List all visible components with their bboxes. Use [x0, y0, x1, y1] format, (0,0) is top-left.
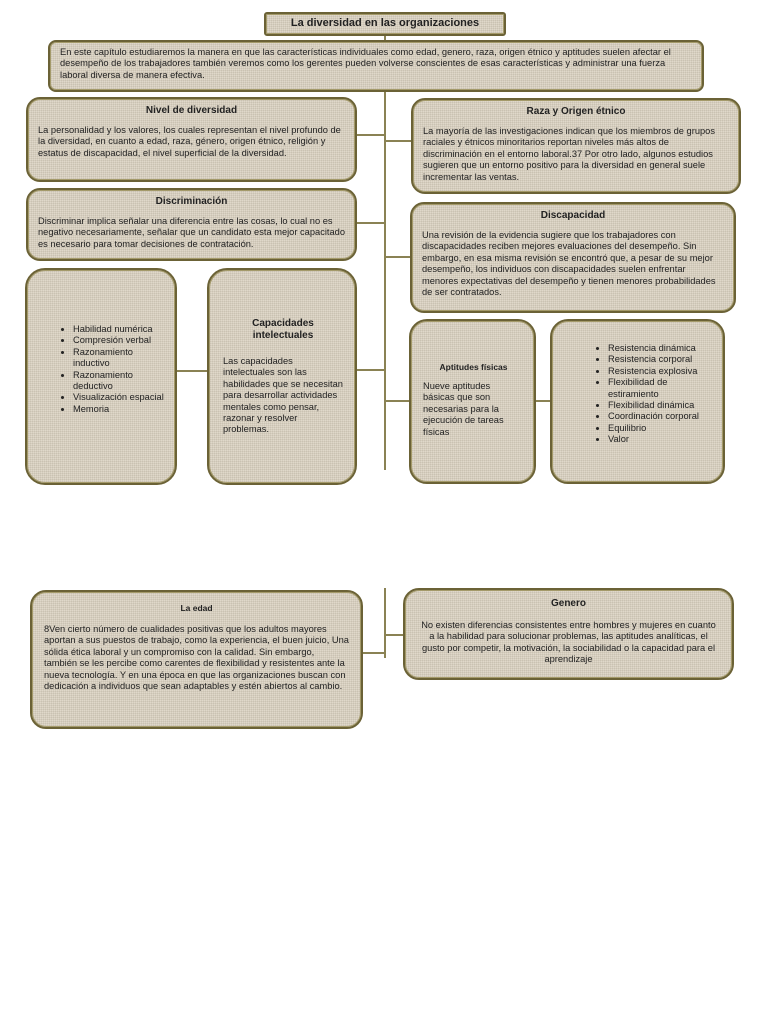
list-item: • Valor: [608, 434, 713, 445]
nivel-diversidad-box: [26, 97, 357, 182]
intro-text: En este capítulo estudiaremos la manera en que las características individuales como edad, genero, raza, origen étnico y aptitudes suelen afectar el desempeño de los trabajadores también veremos como los gerentes pueden volverse conscientes de esas características y administrar una fuerza laboral diversa de manera efectiva.: [60, 47, 671, 80]
raza-origen-box: [411, 98, 741, 194]
genero-box: [403, 588, 734, 680]
discapacidad-heading: Discapacidad: [540, 210, 606, 221]
genero-text: No existen diferencias consistentes entre hombres y mujeres en cuanto a la habilidad para solucionar problemas, las aptitudes analíticas, el gusto por competir, la motivación, la sociabilidad o la capacidad para el aprendizaje: [421, 620, 716, 665]
main-trunk-line: [384, 92, 386, 470]
raza-text: La mayoría de las investigaciones indican que los miembros de grupos raciales y étnicos minoritarios reportan niveles más altos de discriminación en el entorno laboral.37 Por otro lado, algunos estudios sugieren que un entorno positivo para la diversidad en general suele incrementar las ventas.: [423, 126, 715, 182]
aptitudes-fisicas-box: [409, 319, 536, 484]
capacidades-list: [37, 324, 165, 415]
aptitudes-list: [562, 343, 713, 446]
branch-nivel: [357, 134, 385, 136]
list-item: • Compresión verbal: [73, 335, 165, 346]
list-item: • Resistencia dinámica: [608, 343, 713, 354]
list-item: • Coordinación corporal: [608, 411, 713, 422]
branch-aptitudes-list: [536, 400, 550, 402]
aptitudes-heading: Aptitudes físicas: [439, 362, 508, 372]
nivel-text: La personalidad y los valores, los cuales representan el nivel profundo de la diversidad, en cuanto a edad, raza, género, origen étnico, religión y estatus de discapacidad, el nivel superficial de la diversidad.: [38, 125, 341, 158]
discriminacion-heading: Discriminación: [155, 196, 228, 207]
capacidades-text: Las capacidades intelectuales son las habilidades que se necesitan para desarrollar actividades mentales como pensar, razonar y resolver problemas.: [223, 356, 343, 435]
genero-heading: Genero: [550, 598, 586, 609]
capacidades-heading: Capacidades intelectuales: [252, 318, 314, 341]
aptitudes-text: Nueve aptitudes básicas que son necesarias para la ejecución de tareas físicas: [423, 381, 504, 437]
aptitudes-list-box: [550, 319, 725, 484]
capacidades-list-box: [25, 268, 177, 485]
edad-box: [30, 590, 363, 729]
list-item: • Visualización espacial: [73, 392, 165, 403]
discapacidad-text: Una revisión de la evidencia sugiere que los trabajadores con discapacidades reciben mejores evaluaciones del desempeño. Sin embargo, en esa misma revisión se encontró que, a pesar de su mejor desempeño, los individuos con discapacidades suelen enfrentar menores expectativas del desempeño y tienen menores probabilidades de ser contratados.: [422, 230, 716, 298]
branch-capacidades: [357, 369, 385, 371]
list-item: • Flexibilidad dinámica: [608, 400, 713, 411]
branch-capacidades-list: [177, 370, 207, 372]
branch-raza: [385, 140, 411, 142]
lower-trunk-line: [384, 588, 386, 658]
list-item: • Flexibilidad de estiramiento: [608, 377, 713, 400]
list-item: • Memoria: [73, 404, 165, 415]
list-item: • Razonamiento deductivo: [73, 370, 165, 393]
nivel-heading: Nivel de diversidad: [145, 105, 238, 116]
list-item: • Razonamiento inductivo: [73, 347, 165, 370]
list-item: • Resistencia explosiva: [608, 366, 713, 377]
raza-heading: Raza y Origen étnico: [526, 106, 626, 117]
branch-discriminacion: [357, 222, 385, 224]
list-item: • Equilibrio: [608, 423, 713, 434]
discapacidad-box: [410, 202, 736, 313]
discriminacion-box: [26, 188, 357, 261]
capacidades-intelectuales-box: [207, 268, 357, 485]
branch-discapacidad: [385, 256, 410, 258]
list-item: • Habilidad numérica: [73, 324, 165, 335]
branch-genero: [385, 634, 403, 636]
diagram-title: La diversidad en las organizaciones: [264, 12, 506, 36]
branch-aptitudes: [385, 400, 409, 402]
edad-heading: La edad: [180, 603, 213, 613]
discriminacion-text: Discriminar implica señalar una diferencia entre las cosas, lo cual no es negativo necesariamente, señalar que un candidato esta mejor capacitado es necesario para tomar decisiones de contratación.: [38, 216, 345, 249]
branch-edad: [363, 652, 385, 654]
edad-text: 8Ven cierto número de cualidades positivas que los adultos mayores aportan a sus puestos de trabajo, como la experiencia, el buen juicio, Una sólida ética laboral y un compromiso con la calidad. Sin embargo, también se les percibe como carentes de flexibilidad y resistentes ante la nueva tecnología. Y en una época en que las organizaciones buscan con dedicación a individuos que sean adaptables y estén abiertos al cambio.: [44, 624, 349, 692]
list-item: • Resistencia corporal: [608, 354, 713, 365]
intro-box: [48, 40, 704, 92]
